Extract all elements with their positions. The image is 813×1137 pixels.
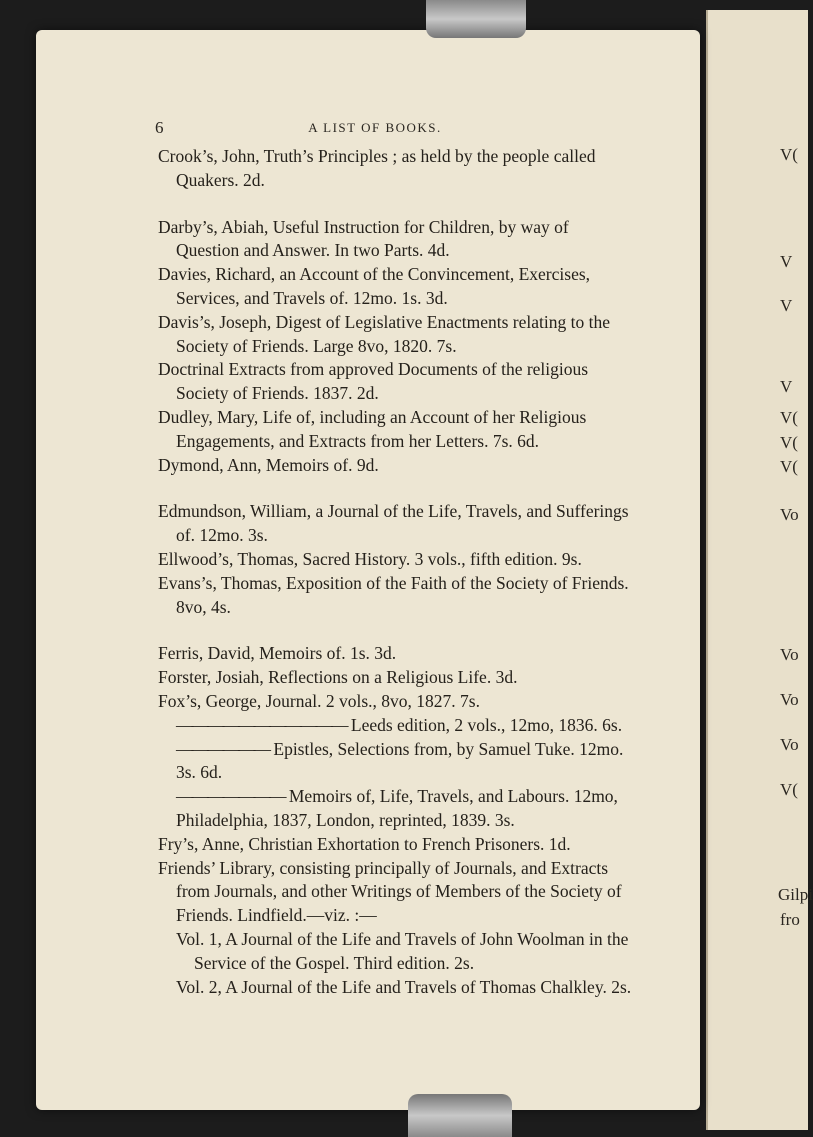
list-entry-subsection xyxy=(158,714,636,738)
ditto-dash: —————— xyxy=(176,738,269,759)
adjacent-page-text: V( xyxy=(780,145,798,164)
list-entry-volume: Vol. 1, A Journal of the Life and Travels of John Woolman in the Service of the Gospel. Third edition. 2s. xyxy=(176,928,629,973)
list-entry: Edmundson, William, a Journal of the Life, Travels, and Sufferings of. 12mo. 3s. xyxy=(158,501,629,546)
list-entry-text: Leeds edition, 2 vols., 12mo, 1836. 6s. xyxy=(350,714,623,735)
adjacent-page-text: Vo xyxy=(780,735,799,754)
book-list xyxy=(158,145,636,999)
adjacent-page-text: V xyxy=(780,296,793,315)
list-entry: Evans’s, Thomas, Exposition of the Faith of the Society of Friends. 8vo, 4s. xyxy=(158,572,629,617)
scanner-clip-bottom xyxy=(408,1094,512,1137)
running-title: A LIST OF BOOKS. xyxy=(308,120,442,135)
adjacent-page-text: V( xyxy=(780,457,798,476)
adjacent-page-text: Vo xyxy=(780,645,799,664)
list-entry: Ferris, David, Memoirs of. 1s. 3d. xyxy=(158,643,397,664)
adjacent-page xyxy=(706,10,808,1130)
adjacent-page-text: V xyxy=(780,377,793,396)
list-entry: Dudley, Mary, Life of, including an Account of her Religious Engagements, and Extracts from her Letters. 7s. 6d. xyxy=(158,406,587,451)
list-entry: Fry’s, Anne, Christian Exhortation to French Prisoners. 1d. xyxy=(158,833,571,854)
page-number: 6 xyxy=(155,118,164,137)
list-entry-subsection xyxy=(158,785,636,833)
adjacent-page-text: V( xyxy=(780,433,798,452)
list-entry: Dymond, Ann, Memoirs of. 9d. xyxy=(158,454,379,475)
adjacent-page-text: V( xyxy=(780,780,798,799)
ditto-dash: ——————————— xyxy=(176,714,347,735)
adjacent-page-text: V xyxy=(780,252,793,271)
list-entry: Davis’s, Joseph, Digest of Legislative Enactments relating to the Society of Friends. Large 8vo, 1820. 7s. xyxy=(158,311,610,356)
ditto-dash: ——————— xyxy=(176,786,285,807)
list-entry: Fox’s, George, Journal. 2 vols., 8vo, 1827. 7s. xyxy=(158,690,480,711)
list-entry: Friends’ Library, consisting principally of Journals, and Extracts from Journals, and other Writings of Members of the Society of Friends. Lindfield.—viz. :— xyxy=(158,857,622,926)
adjacent-page-text: fro xyxy=(780,910,800,929)
adjacent-page-text: Gilpi xyxy=(778,885,813,904)
adjacent-page-text: V( xyxy=(780,408,798,427)
list-entry: Darby’s, Abiah, Useful Instruction for Children, by way of Question and Answer. In two Parts. 4d. xyxy=(158,216,569,261)
list-entry-subsection xyxy=(158,738,636,786)
list-entry: Doctrinal Extracts from approved Documents of the religious Society of Friends. 1837. 2d. xyxy=(158,359,589,404)
list-entry: Crook’s, John, Truth’s Principles ; as held by the people called Quakers. 2d. xyxy=(158,146,596,190)
adjacent-page-text: Vo xyxy=(780,505,799,524)
list-entry-text: Memoirs of, Life, Travels, and Labours. 12mo, Philadelphia, 1837, London, reprinted, 1839. 3s. xyxy=(176,786,618,830)
page-header xyxy=(155,118,655,140)
list-entry-volume: Vol. 2, A Journal of the Life and Travels of Thomas Chalkley. 2s. xyxy=(176,976,632,997)
adjacent-page-text: Vo xyxy=(780,690,799,709)
list-entry: Ellwood’s, Thomas, Sacred History. 3 vols., fifth edition. 9s. xyxy=(158,548,582,569)
scanner-clip-top xyxy=(426,0,526,38)
list-entry: Davies, Richard, an Account of the Convincement, Exercises, Services, and Travels of. 12mo. 1s. 3d. xyxy=(158,264,591,308)
list-entry-text: Epistles, Selections from, by Samuel Tuke. 12mo. 3s. 6d. xyxy=(176,738,624,783)
list-entry: Forster, Josiah, Reflections on a Religious Life. 3d. xyxy=(158,667,518,688)
